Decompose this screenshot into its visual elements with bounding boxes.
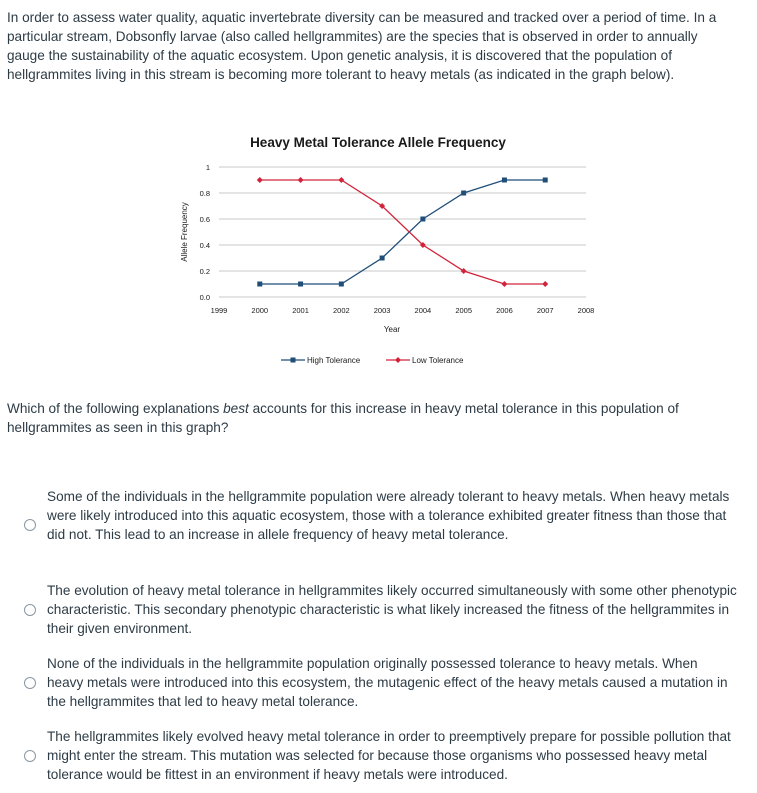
question-prompt-end: accounts for this increase in heavy metal tolerance in this population of hellgrammites as seen in this graph? <box>7 401 679 435</box>
radio-button[interactable] <box>24 604 36 616</box>
data-point-low-tolerance <box>501 281 507 287</box>
y-tick-label: 0.4 <box>199 241 210 250</box>
data-point-low-tolerance <box>542 281 548 287</box>
series-line-2 <box>260 180 545 284</box>
x-tick-label: 2005 <box>455 306 473 315</box>
x-tick-label: 1999 <box>210 306 228 315</box>
x-tick-label: 2001 <box>292 306 309 315</box>
x-tick-label: 2004 <box>414 306 432 315</box>
x-tick-label: 2003 <box>373 306 391 315</box>
x-axis-label: Year <box>383 325 401 334</box>
radio-button[interactable] <box>24 750 36 762</box>
legend-label: High Tolerance <box>307 356 361 365</box>
answer-text: The evolution of heavy metal tolerance in hellgrammites likely occurred simultaneously with some other phenotypic characteristic. This secondary phenotypic characteristic is what likely increased the fitness of the hellgrammites in their given environment. <box>47 583 737 636</box>
data-point-high-tolerance <box>543 178 548 183</box>
answer-text: None of the individuals in the hellgrammite population originally possessed tolerance to heavy metals. When heavy metals were introduced into this ecosystem, the mutagenic effect of the heavy metals caused a mutation in the hellgrammites that led to heavy metal tolerance. <box>47 656 728 709</box>
y-tick-label: 1 <box>205 163 210 172</box>
y-tick-label: 0.6 <box>199 215 210 224</box>
data-point-low-tolerance <box>257 177 263 183</box>
x-tick-label: 2007 <box>536 306 554 315</box>
data-point-high-tolerance <box>257 282 262 287</box>
legend-label: Low Tolerance <box>412 356 464 365</box>
question-prompt-start: Which of the following explanations <box>7 401 224 416</box>
x-tick-label: 2000 <box>251 306 269 315</box>
allele-frequency-chart <box>168 128 595 378</box>
y-tick-label: 0.2 <box>199 267 210 276</box>
data-point-high-tolerance <box>461 191 466 196</box>
data-point-low-tolerance <box>298 177 304 183</box>
y-tick-label: 0.0 <box>199 293 210 302</box>
radio-button[interactable] <box>24 519 36 531</box>
y-tick-label: 0.8 <box>199 189 210 198</box>
data-point-high-tolerance <box>298 282 303 287</box>
data-point-high-tolerance <box>339 282 344 287</box>
x-tick-label: 2002 <box>332 306 350 315</box>
question-prompt-emphasis: best <box>223 401 249 416</box>
data-point-high-tolerance <box>502 178 507 183</box>
data-point-high-tolerance <box>420 217 425 222</box>
y-axis-label: Allele Frequency <box>180 202 189 262</box>
question-prompt <box>7 399 737 437</box>
answer-text: The hellgrammites likely evolved heavy metal tolerance in order to preemptively prepare for possible pollution that might enter the stream. This mutation was selected for because those organisms who possessed heavy metal tolerance would be fittest in an environment if heavy metals were introduced. <box>47 729 731 782</box>
radio-button[interactable] <box>24 677 36 689</box>
x-tick-label: 2006 <box>496 306 513 315</box>
data-point-high-tolerance <box>380 256 385 261</box>
legend-marker <box>395 357 401 363</box>
answer-text: Some of the individuals in the hellgrammite population were already tolerant to heavy metals. When heavy metals were likely introduced into this aquatic ecosystem, those with a tolerance exhibited greater fitness than those that did not. This lead to an increase in allele frequency of heavy metal tolerance. <box>47 489 730 542</box>
x-tick-label: 2008 <box>577 306 595 315</box>
question-passage: In order to assess water quality, aquatic invertebrate diversity can be measured and tracked over a period of time. In a particular stream, Dobsonfly larvae (also called hellgrammites) are the species that is observed in order to annually gauge the sustainability of the aquatic ecosystem. Upon genetic analysis, it is discovered that the population of hellgrammites living in this stream is becoming more tolerant to heavy metals (as indicated in the graph below). <box>7 10 717 82</box>
series-line-1 <box>260 180 545 284</box>
chart-title: Heavy Metal Tolerance Allele Frequency <box>250 135 506 150</box>
legend-marker <box>291 358 296 363</box>
